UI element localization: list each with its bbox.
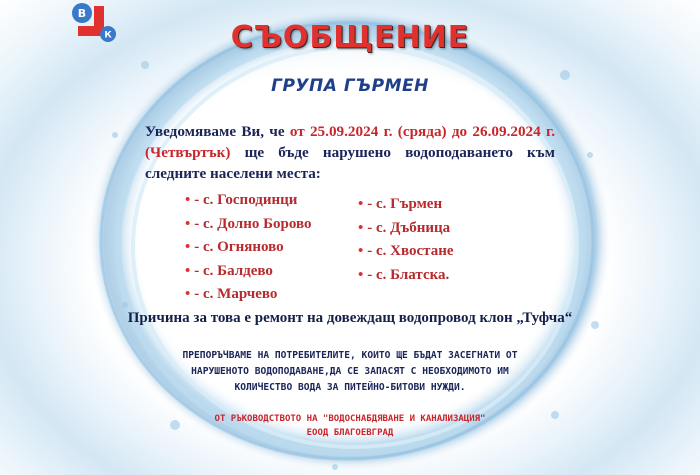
settlement-name: - с. Гърмен — [367, 196, 443, 212]
settlement-name: - с. Хвостане — [367, 243, 454, 259]
list-item — [185, 286, 311, 310]
consumer-advice — [150, 348, 550, 396]
advice-line: НАРУШЕНОТО ВОДОПОДАВАНЕ,ДА СЕ ЗАПАСЯТ С НЕОБХОДИМОТО ИМ — [191, 366, 509, 377]
bullet-icon: • — [185, 215, 191, 232]
notice-title: СЪОБЩЕНИЕ — [230, 20, 470, 55]
signature — [150, 412, 550, 440]
bullet-icon: • — [358, 196, 364, 212]
logo-letter-top: В — [77, 7, 87, 20]
settlement-name: - с. Балдево — [194, 262, 273, 279]
intro-paragraph — [145, 121, 555, 184]
bullet-icon: • — [358, 219, 364, 236]
intro-text-start: Уведомяваме Ви, че — [145, 123, 290, 140]
list-item — [358, 220, 454, 244]
intro-text-end: ще бъде нарушено водоподаването към следните населени места: — [145, 144, 555, 182]
signature-line: ОТ РЪКОВОДСТВОТО НА "ВОДОСНАБДЯВАНЕ И КАНАЛИЗАЦИЯ" — [214, 414, 486, 424]
bullet-icon: • — [185, 239, 191, 255]
settlement-name: - с. Господинци — [194, 192, 298, 208]
bullet-icon: • — [358, 243, 364, 259]
settlement-name: - с. Долно Борово — [194, 215, 312, 232]
bullet-icon: • — [358, 266, 364, 283]
list-item — [358, 196, 454, 220]
settlement-name: - с. Огняново — [194, 239, 284, 255]
settlements-list-right — [358, 196, 454, 290]
bullet-icon: • — [185, 192, 191, 208]
outage-dates: от 25.09.2024 г. (сряда) до 26.09.2024 г. (Четвъртък) — [145, 123, 555, 161]
list-item — [185, 192, 311, 216]
settlement-name: - с. Марчево — [194, 286, 278, 302]
signature-line: ЕООД БЛАГОЕВГРАД — [306, 428, 394, 438]
bullet-icon: • — [185, 262, 191, 279]
list-item — [185, 239, 311, 263]
settlement-name: - с. Дъбница — [367, 219, 451, 236]
list-item — [358, 243, 454, 267]
bullet-icon: • — [185, 286, 191, 302]
settlement-name: - с. Блатска. — [367, 266, 450, 283]
settlements-list-left — [185, 192, 311, 310]
logo-letter-bottom: К — [104, 30, 112, 41]
list-item — [185, 263, 311, 287]
list-item — [185, 216, 311, 240]
advice-line: ПРЕПОРЪЧВАМЕ НА ПОТРЕБИТЕЛИТЕ, КОИТО ЩЕ БЪДАТ ЗАСЕГНАТИ ОТ — [182, 350, 518, 361]
group-subtitle: ГРУПА ГЪРМЕН — [271, 76, 429, 96]
repair-reason: Причина за това е ремонт на довеждащ водопровод клон „Туфча“ — [127, 310, 573, 326]
list-item — [358, 267, 454, 291]
advice-line: КОЛИЧЕСТВО ВОДА ЗА ПИТЕЙНО-БИТОВИ НУЖДИ. — [234, 382, 466, 393]
